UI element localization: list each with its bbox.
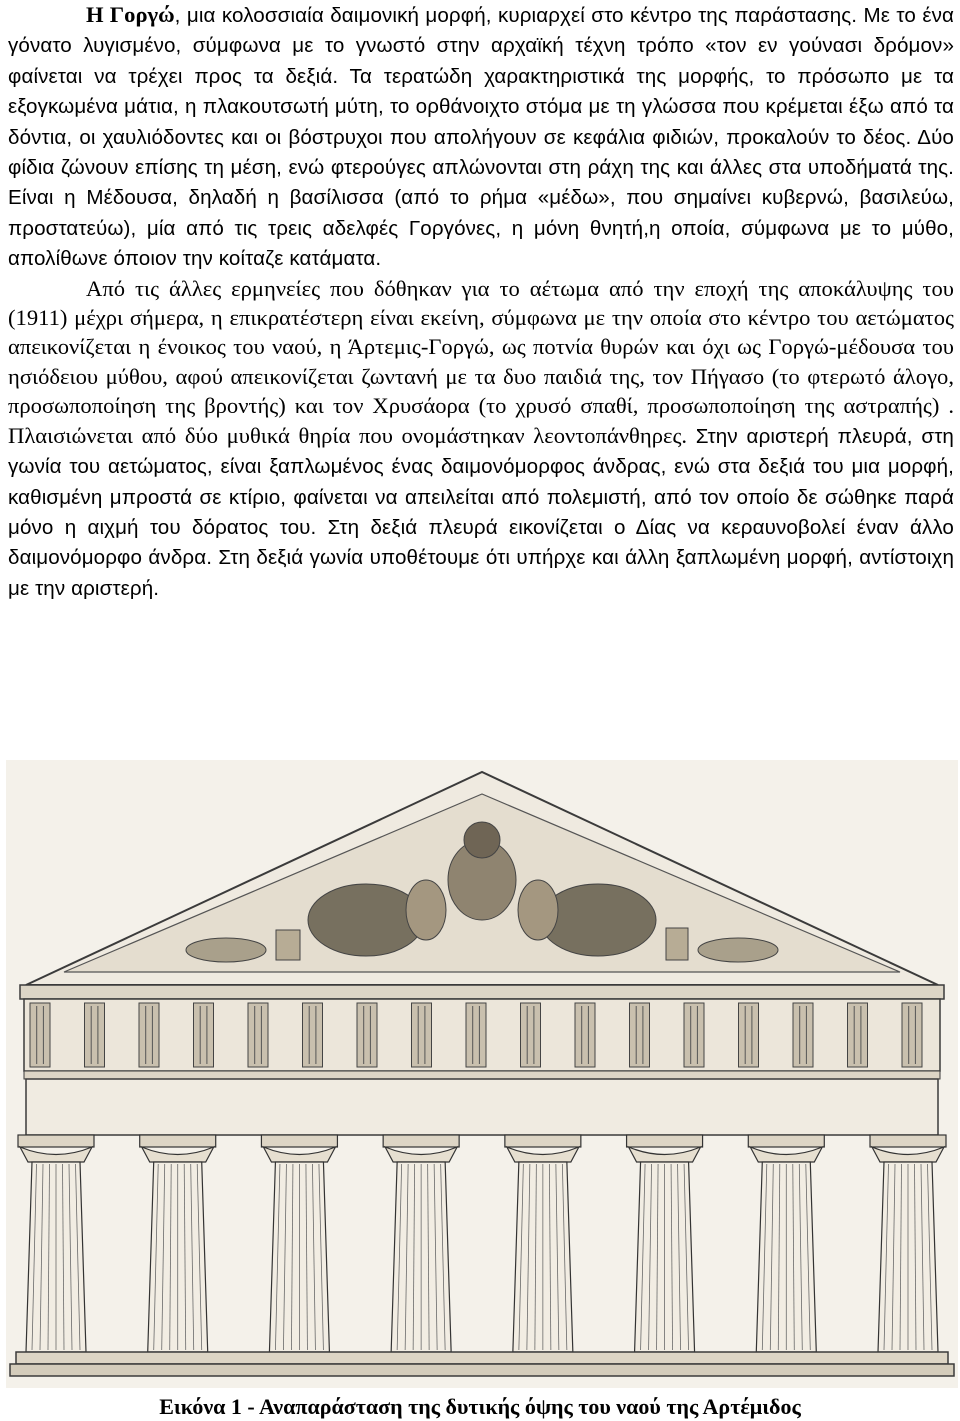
- paragraph1-run-2: Δύο φίδια ζώνουν επίσης τη μέση, ενώ φτερούγες απλώνονται στη ράχη της και άλλες στα υποδήματά της.: [8, 125, 954, 180]
- column-echinus: [629, 1147, 701, 1162]
- triglyph: [902, 1003, 922, 1067]
- paragraph2-run-0: Από τις άλλες ερμηνείες που δόθηκαν για το αέτωμα από την εποχή της αποκάλυψης του (1911) μέχρι σήμερα, η επικρατέστερη είναι εκείνη, σύμφωνα με την οποία στο κέντρο του αετώματος απεικονίζεται η ένοικος του ναού, η Άρτεμις-Γοργώ, ως ποτνία θυρών και όχι ως Γοργώ-μέδουσα του ησιόδειου μύθου, αφού απεικονίζεται ζωντανή με τα δυο παιδιά της, τον Πήγασο (το φτερωτό άλογο, προσωποποίηση της βροντής) και τον Χρυσάορα (το χρυσό σπαθί, προσωποποίηση της αστραπής) . Πλαισιώνεται από δύο μυθικά θηρία που ονομάστηκαν λεοντοπάνθηρες.: [8, 275, 954, 448]
- triglyph: [793, 1003, 813, 1067]
- triglyph: [303, 1003, 323, 1067]
- column: [383, 1135, 459, 1352]
- column: [748, 1135, 824, 1352]
- paragraph-2: [8, 274, 954, 603]
- column-abacus: [383, 1135, 459, 1147]
- column-abacus: [18, 1135, 94, 1147]
- column-abacus: [627, 1135, 703, 1147]
- triglyph: [739, 1003, 759, 1067]
- temple-reconstruction-drawing: [6, 760, 958, 1388]
- column-echinus: [750, 1147, 822, 1162]
- triglyph: [412, 1003, 432, 1067]
- temple-facade-figure: [6, 760, 958, 1388]
- column: [505, 1135, 581, 1352]
- paragraph1-run-3: Είναι η Μέδουσα, δηλαδή η βασίλισσα (από το ρήμα «μέδω», που σημαίνει κυβερνώ, βασιλεύω, προστατεύω), μία από τις τρεις αδελφές Γοργόνες, η μόνη θνητή,η οποία, σύμφωνα με το μύθο, απολίθωνε όποιον την κοίταζε κατάματα.: [8, 186, 954, 271]
- triglyph: [684, 1003, 704, 1067]
- triglyph: [575, 1003, 595, 1067]
- column: [18, 1135, 94, 1352]
- column-echinus: [20, 1147, 92, 1162]
- pegasus-figure: [406, 880, 446, 940]
- paragraph-1-lead: Η Γοργώ: [86, 2, 175, 27]
- column-echinus: [142, 1147, 214, 1162]
- column-abacus: [870, 1135, 946, 1147]
- paragraph2-run-1: Στην αριστερή πλευρά, στη γωνία του αετώματος, είναι ξαπλωμένος ένας δαιμονόμορφος άνδρας, ενώ στα δεξιά του μια μορφή, καθισμένη μπροστά σε κτίριο, φαίνεται να απειλείται από πολεμιστή, από τον οποίο δε σώθηκε παρά μόνο η αιχμή του δόρατος του.: [8, 424, 954, 539]
- figure-caption: Εικόνα 1 - Αναπαράσταση της δυτικής όψης του ναού της Αρτέμιδος: [159, 1394, 801, 1419]
- triglyph: [30, 1003, 50, 1067]
- paragraph2-run-3: Στη δεξιά γωνία υποθέτουμε ότι υπήρχε και άλλη ξαπλωμένη μορφή, αντίστοιχη με την αριστερή.: [8, 546, 955, 600]
- column-abacus: [748, 1135, 824, 1147]
- right-figure-zeus: [666, 928, 688, 960]
- column: [870, 1135, 946, 1352]
- column-echinus: [385, 1147, 457, 1162]
- stylobate: [16, 1352, 948, 1364]
- column: [261, 1135, 337, 1352]
- triglyph: [194, 1003, 214, 1067]
- body-text: [8, 0, 954, 603]
- column: [627, 1135, 703, 1352]
- left-reclining-figure: [186, 938, 266, 962]
- triglyph: [85, 1003, 105, 1067]
- colonnade: [18, 1135, 946, 1352]
- crepidoma-step: [10, 1364, 954, 1376]
- triglyph: [630, 1003, 650, 1067]
- column: [140, 1135, 216, 1352]
- paragraph1-run-1: Τα τερατώδη χαρακτηριστικά της μορφής, το πρόσωπο με τα εξογκωμένα μάτια, η πλακουτσωτή μύτη, το ορθάνοιχτο στόμα με τη γλώσσα που κρέμεται έξω από τα δόντια, οι χαυλιόδοντες και οι βόστρυχοι που απολήγουν σε κεφάλια φιδιών, προκαλούν το δέος.: [8, 64, 954, 149]
- taenia: [24, 1071, 940, 1079]
- column-echinus: [507, 1147, 579, 1162]
- gorgon-head: [464, 822, 500, 858]
- architrave: [26, 1079, 938, 1135]
- right-reclining-figure: [698, 938, 778, 962]
- paragraph1-run-0: , μια κολοσσιαία δαιμονική μορφή, κυριαρχεί στο κέντρο της παράστασης. Με το ένα γόνατο λυγισμένο, σύμφωνα με το γνωστό στην αρχαϊκή τέχνη τρόπο «τον εν γούνασι δρόμον» φαίνεται να τρέχει προς τα δεξιά.: [8, 4, 954, 88]
- triglyph: [466, 1003, 486, 1067]
- column-echinus: [872, 1147, 944, 1162]
- column-abacus: [140, 1135, 216, 1147]
- triglyph: [139, 1003, 159, 1067]
- triglyph: [521, 1003, 541, 1067]
- paragraph2-run-2: Στη δεξιά πλευρά εικονίζεται ο Δίας να κεραυνοβολεί έναν άλλο δαιμονόμορφο άνδρα.: [8, 515, 954, 570]
- column-abacus: [261, 1135, 337, 1147]
- chrysaor-figure: [518, 880, 558, 940]
- triglyph: [357, 1003, 377, 1067]
- triglyph: [248, 1003, 268, 1067]
- cornice: [20, 985, 944, 999]
- left-building: [276, 930, 300, 960]
- paragraph-1: [8, 0, 954, 274]
- triglyph: [848, 1003, 868, 1067]
- column-abacus: [505, 1135, 581, 1147]
- column-echinus: [263, 1147, 335, 1162]
